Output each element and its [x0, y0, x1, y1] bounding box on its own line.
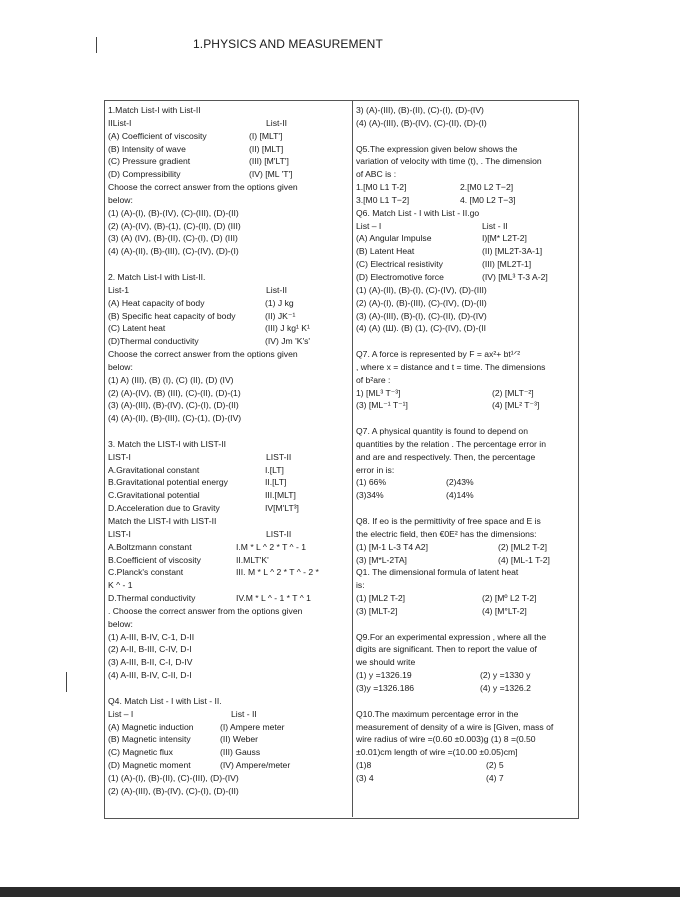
line-text-secondary: (4)14% [446, 490, 474, 501]
right-column-line [356, 258, 576, 271]
line-text: LIST-I [108, 528, 131, 539]
line-text: Q9.For an experimental expression , where all the [356, 631, 547, 642]
line-text-secondary: (2) 5 [486, 760, 504, 771]
line-text: (3) A-III, B-II, C-I, D-IV [108, 657, 193, 668]
left-column-line [108, 669, 350, 682]
right-column-line [356, 284, 576, 297]
right-column-line [356, 528, 576, 541]
line-text: , where x = distance and t = time. The dimensions [356, 361, 546, 372]
line-text: (B) Latent Heat [356, 246, 415, 257]
line-text: (1) (A)-(I), (B)-(IV), (C)-(III), (D)-(II) [108, 207, 239, 218]
line-text: (4) (A)-(II), (B)-(III), (C)-(IV), (D)-(I) [108, 246, 239, 257]
line-text: (4) (A)-(III), (B)-(IV), (C)-(II), (D)-(I) [356, 117, 487, 128]
right-column-line [356, 759, 576, 772]
left-column-line [108, 143, 350, 156]
line-text: (B) Magnetic intensity [108, 734, 191, 745]
left-column-line [108, 258, 350, 271]
line-text: Q4. Match List - I with List - II. [108, 695, 222, 706]
right-column-line [356, 566, 576, 579]
right-column-line [356, 541, 576, 554]
line-text-secondary: (2) [MLT⁻²] [492, 387, 534, 398]
left-column-line [108, 502, 350, 515]
line-text-secondary: (IV) Ampere/meter [220, 760, 291, 771]
line-text: D.Acceleration due to Gravity [108, 503, 220, 514]
line-text: (4) A-III, B-IV, C-II, D-I [108, 670, 192, 681]
line-text-secondary: 4. [M0 L2 T−3] [460, 194, 516, 205]
right-column-line [356, 322, 576, 335]
column-divider [352, 100, 353, 817]
line-text: (3) 4 [356, 772, 374, 783]
left-column-line [108, 566, 350, 579]
left-column-line [108, 130, 350, 143]
line-text: Choose the correct answer from the options given [108, 349, 298, 360]
line-text-secondary: II.MLT'K' [236, 554, 269, 565]
right-column-line [356, 592, 576, 605]
line-text: (3) (A)-(III), (B)-(I), (C)-(II), (D)-(IV) [356, 310, 487, 321]
line-text: IIList-I [108, 117, 132, 128]
line-text-secondary: III. M * L ^ 2 * T ^ - 2 * [236, 567, 319, 578]
right-column-line [356, 605, 576, 618]
line-text: Q10.The maximum percentage error in the [356, 708, 519, 719]
right-column-line [356, 232, 576, 245]
line-text: D.Thermal conductivity [108, 593, 196, 604]
left-column-line [108, 117, 350, 130]
line-text: (1) A) (III), (B) (I), (C) (II), (D) (IV) [108, 374, 234, 385]
line-text: (2) (A)-(I), (B)-(III), (C)-(IV), (D)-(II) [356, 297, 487, 308]
line-text: (4) (A) (Ш). (B) (1), (C)-(IV), (D)-(II [356, 323, 487, 334]
left-column-line [108, 425, 350, 438]
left-column-line [108, 297, 350, 310]
right-column-line [356, 335, 576, 348]
line-text: LIST-I [108, 451, 131, 462]
page-title: 1.PHYSICS AND MEASUREMENT [193, 37, 383, 51]
line-text: (3) (A) (IV), (B)-(II), (C)-(I), (D) (III) [108, 233, 238, 244]
line-text-secondary: (II) [MLT] [249, 143, 284, 154]
left-column-line [108, 348, 350, 361]
line-text: is: [356, 580, 365, 591]
left-column-line [108, 695, 350, 708]
viewer-bottom-bar [0, 887, 680, 897]
right-column-line [356, 207, 576, 220]
line-text: Q6. Match List - I with List - II.go [356, 207, 480, 218]
line-text-secondary: (4) 7 [486, 772, 504, 783]
line-text: of ABC is : [356, 169, 397, 180]
line-text: 1.[M0 L1 T-2] [356, 182, 407, 193]
left-column-line [108, 554, 350, 567]
line-text: (A) Coefficient of viscosity [108, 130, 207, 141]
right-column-line [356, 310, 576, 323]
line-text: (B) Intensity of wave [108, 143, 186, 154]
line-text: (1) y =1326.19 [356, 670, 412, 681]
left-column-line [108, 412, 350, 425]
line-text: 1.Match List-I with List-II [108, 105, 201, 115]
right-column-line [356, 245, 576, 258]
left-column-line [108, 759, 350, 772]
right-column-line [356, 618, 576, 631]
line-text: 3) (A)-(III), (B)-(II), (C)-(I), (D)-(IV) [356, 105, 484, 115]
right-column-line [356, 643, 576, 656]
line-text: of b²are : [356, 374, 391, 385]
right-column-line [356, 708, 576, 721]
left-column-line [108, 232, 350, 245]
right-column-line [356, 399, 576, 412]
right-column-line [356, 271, 576, 284]
line-text-secondary: (IV) [ML 'T'] [249, 169, 293, 180]
left-column-line [108, 772, 350, 785]
left-column-line [108, 322, 350, 335]
line-text: (2) A-II, B-III, C-IV, D-I [108, 644, 192, 655]
line-text-secondary: (III) Gauss [220, 747, 261, 758]
line-text: (3)y =1326.186 [356, 682, 415, 693]
left-column-line [108, 618, 350, 631]
line-text-secondary: (2) [Mº L2 T-2] [482, 593, 537, 604]
line-text: (1) (A)-(II), (B)-(I), (C)-(IV), (D)-(III) [356, 284, 487, 295]
line-text: Q5.The expression given below shows the [356, 143, 518, 154]
line-text: wire radius of wire =(0.60 ±0.003)g (1) 8 =(0.50 [356, 734, 536, 745]
line-text: (4) (A)-(II), (B)-(III), (C)-(1), (D)-(IV) [108, 413, 242, 424]
right-column-line [356, 348, 576, 361]
line-text: (C) Latent heat [108, 323, 166, 334]
line-text: and are and respectively. Then, the percentage [356, 451, 536, 462]
line-text: Q1. The dimensional formula of latent heat [356, 567, 519, 578]
line-text: error in is: [356, 464, 395, 475]
line-text-secondary: II.[LT] [265, 477, 287, 488]
line-text: (2) (A)-(IV), (B) (III), (C)-(II), (D)-(1) [108, 387, 241, 398]
line-text: (3) [ML⁻¹ T⁻¹] [356, 400, 408, 411]
right-column [356, 104, 576, 785]
line-text: 1) [ML³ T⁻³] [356, 387, 401, 398]
line-text-secondary: I.[LT] [265, 464, 284, 475]
line-text-secondary: (I) Ampere meter [220, 721, 285, 732]
right-column-line [356, 695, 576, 708]
left-column-line [108, 476, 350, 489]
line-text-secondary: (1) J kg [265, 297, 294, 308]
right-column-line [356, 502, 576, 515]
left-column-line [108, 605, 350, 618]
line-text-secondary: List - II [482, 220, 508, 231]
right-column-line [356, 220, 576, 233]
right-column-line [356, 168, 576, 181]
line-text: (D)Thermal conductivity [108, 336, 199, 347]
left-column-line [108, 361, 350, 374]
line-text-secondary: (II) JK⁻¹ [265, 310, 296, 321]
line-text-secondary: 2.[M0 L2 T−2] [460, 182, 514, 193]
line-text: (A) Magnetic induction [108, 721, 194, 732]
right-column-line [356, 721, 576, 734]
left-column-line [108, 733, 350, 746]
line-text: (3) [MLT-2] [356, 605, 398, 616]
left-column-line [108, 155, 350, 168]
line-text: Q7. A force is represented by F = ax²+ bt¹ᐟ² [356, 349, 521, 360]
line-text-secondary: IV.M * L ^ - 1 * T ^ 1 [236, 593, 311, 604]
line-text: Choose the correct answer from the options given [108, 182, 298, 193]
line-text-secondary: (III) [ML2T-1] [482, 259, 532, 270]
line-text-secondary: (III) J kg¹ K¹ [265, 323, 310, 334]
left-column-line [108, 438, 350, 451]
left-column-line [108, 631, 350, 644]
line-text: below: [108, 194, 133, 205]
line-text: A.Gravitational constant [108, 464, 200, 475]
line-text-secondary: (4) [M°LT-2] [482, 605, 527, 616]
right-column-line [356, 130, 576, 143]
right-column-line [356, 656, 576, 669]
right-column-line [356, 746, 576, 759]
line-text-secondary: I)[M* L2T-2] [482, 233, 527, 244]
line-text: (D) Compressibility [108, 169, 181, 180]
line-text-secondary: List-II [266, 117, 288, 128]
line-text: (A) Angular Impulse [356, 233, 432, 244]
right-column-line [356, 412, 576, 425]
line-text-secondary: (IV) [ML³ T-3 A-2] [482, 271, 548, 282]
page-edge-mark-top [96, 37, 97, 53]
line-text: (2) (A)-(III), (B)-(IV), (C)-(I), (D)-(II) [108, 785, 239, 796]
right-column-line [356, 117, 576, 130]
line-text: B.Gravitational potential energy [108, 477, 228, 488]
right-column-line [356, 631, 576, 644]
line-text-secondary: (4) [ML-1 T-2] [498, 554, 550, 565]
right-column-line [356, 438, 576, 451]
right-column-line [356, 425, 576, 438]
line-text: measurement of density of a wire is [Given, mass of [356, 721, 554, 732]
line-text: List-1 [108, 284, 130, 295]
right-column-line [356, 451, 576, 464]
left-column-line [108, 451, 350, 464]
line-text: List – I [356, 220, 382, 231]
right-column-line [356, 489, 576, 502]
line-text: (1) [ML2 T-2] [356, 593, 406, 604]
line-text: variation of velocity with time (t), . The dimension [356, 156, 542, 167]
line-text-secondary: (III) [M'LT'] [249, 156, 289, 167]
line-text: we should write [356, 657, 416, 668]
line-text: below: [108, 618, 133, 629]
left-column-line [108, 194, 350, 207]
line-text: (1)8 [356, 760, 372, 771]
right-column-line [356, 194, 576, 207]
line-text-secondary: (2) [ML2 T-2] [498, 541, 548, 552]
line-text-secondary: LIST-II [266, 528, 292, 539]
line-text: Q8. If eo is the permittivity of free space and E is [356, 516, 541, 526]
line-text: K ^ - 1 [108, 580, 133, 591]
line-text: (1) 66% [356, 477, 387, 488]
line-text-secondary: List-II [266, 284, 288, 295]
line-text: Q7. A physical quantity is found to depend on [356, 426, 528, 437]
right-column-line [356, 682, 576, 695]
line-text: (C) Pressure gradient [108, 156, 191, 167]
line-text: (3)34% [356, 490, 384, 501]
left-column-line [108, 399, 350, 412]
left-column-line [108, 207, 350, 220]
left-column-line [108, 746, 350, 759]
left-column-line [108, 489, 350, 502]
line-text-secondary: (II) [ML2T-3A-1] [482, 246, 543, 257]
left-column-line [108, 708, 350, 721]
line-text: (1) [M-1 L-3 T4 A2] [356, 541, 428, 552]
left-column-line [108, 374, 350, 387]
line-text: (3) [M*L-2TA] [356, 554, 407, 565]
right-column-line [356, 104, 576, 117]
line-text: . Choose the correct answer from the options given [108, 605, 303, 616]
line-text: Match the LIST-I with LIST-II [108, 516, 217, 526]
right-column-line [356, 374, 576, 387]
line-text: List – I [108, 708, 134, 719]
line-text-secondary: (4) [ML² T⁻³] [492, 400, 540, 411]
line-text-secondary: (IV) Jm 'K's' [265, 336, 311, 347]
line-text: C.Planck's constant [108, 567, 184, 578]
line-text-secondary: List - II [231, 708, 257, 719]
line-text: (1) A-III, B-IV, C-1, D-II [108, 631, 195, 642]
right-column-line [356, 387, 576, 400]
page-edge-mark-left [66, 672, 67, 692]
line-text-secondary: (2)43% [446, 477, 474, 488]
right-column-line [356, 579, 576, 592]
left-column-line [108, 387, 350, 400]
left-column-line [108, 528, 350, 541]
line-text: C.Gravitational potential [108, 490, 200, 501]
left-column-line [108, 682, 350, 695]
left-column-line [108, 785, 350, 798]
left-column-line [108, 643, 350, 656]
line-text: 3.[M0 L1 T−2] [356, 194, 410, 205]
line-text: below: [108, 361, 133, 372]
line-text: digits are significant. Then to report the value of [356, 644, 537, 655]
line-text: (1) (A)-(I), (B)-(II), (C)-(III), (D)-(IV) [108, 772, 239, 783]
line-text-secondary: (I) [MLT'] [249, 130, 283, 141]
left-column [108, 104, 350, 798]
left-column-line [108, 104, 350, 117]
line-text-secondary: (II) Weber [220, 734, 259, 745]
line-text: (A) Heat capacity of body [108, 297, 205, 308]
right-column-line [356, 181, 576, 194]
line-text: 2. Match List-I with List-II. [108, 271, 206, 282]
line-text: (3) (A)-(III), (B)-(IV), (C)-(I), (D)-(II) [108, 400, 239, 411]
line-text: (C) Electrical resistivity [356, 259, 443, 270]
line-text: (B) Specific heat capacity of body [108, 310, 236, 321]
left-column-line [108, 464, 350, 477]
line-text: the electric field, then €0E² has the dimensions: [356, 528, 537, 539]
line-text-secondary: IV[M'LT³] [265, 503, 299, 514]
right-column-line [356, 155, 576, 168]
line-text-secondary: (4) y =1326.2 [480, 682, 531, 693]
line-text-secondary: III.[MLT] [265, 490, 296, 501]
left-column-line [108, 220, 350, 233]
left-column-line [108, 245, 350, 258]
left-column-line [108, 592, 350, 605]
right-column-line [356, 554, 576, 567]
right-column-line [356, 733, 576, 746]
left-column-line [108, 181, 350, 194]
left-column-line [108, 721, 350, 734]
right-column-line [356, 515, 576, 528]
left-column-line [108, 541, 350, 554]
right-column-line [356, 669, 576, 682]
left-column-line [108, 579, 350, 592]
left-column-line [108, 284, 350, 297]
line-text: (D) Electromotive force [356, 271, 444, 282]
line-text: (D) Magnetic moment [108, 760, 191, 771]
line-text: (2) (A)-(IV), (B)-(1), (C)-(II), (D) (III) [108, 220, 241, 231]
line-text: B.Coefficient of viscosity [108, 554, 201, 565]
right-column-line [356, 297, 576, 310]
right-column-line [356, 361, 576, 374]
line-text: ±0.01)cm length of wire =(10.00 ±0.05)cm] [356, 747, 518, 758]
right-column-line [356, 464, 576, 477]
line-text: (C) Magnetic flux [108, 747, 173, 758]
line-text-secondary: (2) y =1330 y [480, 670, 531, 681]
left-column-line [108, 168, 350, 181]
line-text: A.Boltzmann constant [108, 541, 192, 552]
line-text: 3. Match the LIST-I with LIST-II [108, 438, 226, 449]
left-column-line [108, 335, 350, 348]
left-column-line [108, 656, 350, 669]
right-column-line [356, 476, 576, 489]
line-text-secondary: I.M * L ^ 2 * T ^ - 1 [236, 541, 306, 552]
line-text: quantities by the relation . The percentage error in [356, 438, 546, 449]
left-column-line [108, 310, 350, 323]
left-column-line [108, 515, 350, 528]
line-text-secondary: LIST-II [266, 451, 292, 462]
right-column-line [356, 143, 576, 156]
right-column-line [356, 772, 576, 785]
left-column-line [108, 271, 350, 284]
